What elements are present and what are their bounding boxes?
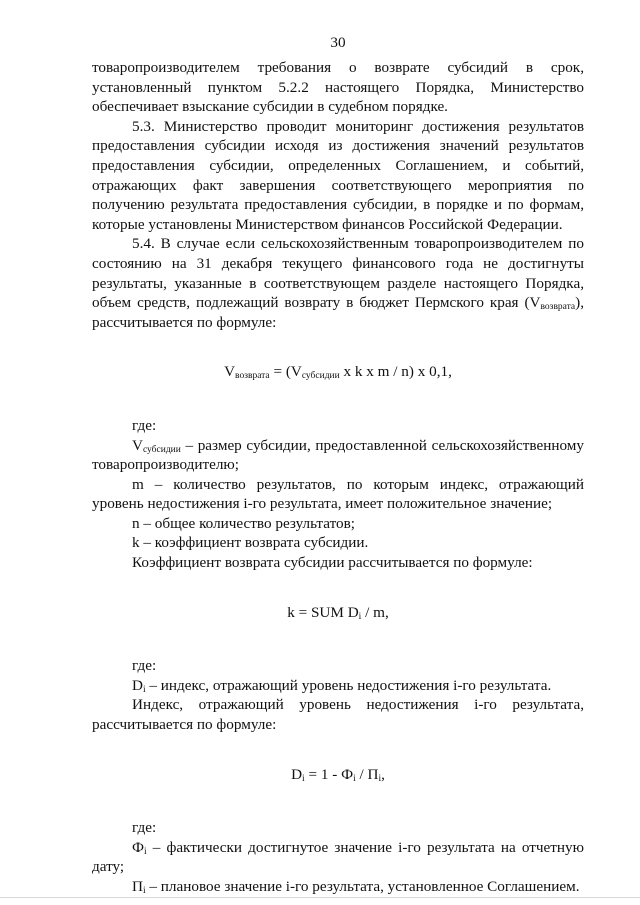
subscript: i [142,886,146,896]
formula-k [92,603,584,623]
where-label: где: [132,819,157,837]
subscript: i [378,773,382,784]
d-formula-intro: Индекс, отражающий уровень недостижения i-го результата, рассчитывается по формуле: [92,696,584,734]
formula-symbol: V [132,436,143,454]
formula-part: / m, [361,603,389,621]
where-label: где: [132,416,157,434]
definition-m: m – количество результатов, по которым индекс, отражающий уровень недостижения i-го результата, имеет положительное значение; [92,475,584,513]
formula-symbol: D [132,676,143,694]
definition-text: – размер субсидии, предоставленной сельскохозяйственному товаропроизводителю; [92,436,584,474]
paragraph-5-4-end: ), рассчитывается по формуле: [92,294,584,331]
subscript: i [142,684,146,695]
where-label: где: [132,657,157,675]
formula-part: k = SUM D [287,603,359,621]
formula-symbol: Ф [132,838,144,856]
definition-p [92,877,584,897]
formula-part: / П [355,765,379,783]
definition-v-subsidy [92,436,584,475]
formula-v-return [92,362,584,382]
subscript: возврата [235,371,270,382]
formula-symbol: D [291,765,303,783]
formula-symbol: П [132,878,143,895]
paragraph-5-4-text: 5.4. В случае если сельскохозяйственным товаропроизводителем по состоянию на 31 декабря текущего финансового года не достигнуты результаты, указанные в соответствующем разделе настоящего Порядка, объем средств, подлежащий возврату в бюджет Пермского края (V [92,235,584,312]
definition-f [92,838,584,877]
subscript: i [353,773,356,784]
document-body [92,58,584,897]
formula-part: x k x m / n) x 0,1, [339,363,452,381]
definition-k: k – коэффициент возврата субсидии. [132,534,369,552]
definition-n: n – общее количество результатов; [132,514,356,532]
subscript: i [302,773,305,784]
formula-symbol: V [224,363,236,381]
subscript: i [358,611,362,622]
formula-d [92,765,584,785]
definition-text: – плановое значение i-го результата, установленное Соглашением. [145,878,580,895]
formula-part: = 1 - Ф [304,765,354,783]
paragraph-continuation: товаропроизводителем требования о возврате субсидий в срок, установленный пунктом 5.2.2 настоящего Порядка, Министерство обеспечивает взыскание субсидии в судебном порядке. [92,59,584,116]
k-formula-intro: Коэффициент возврата субсидии рассчитывается по формуле: [132,554,533,572]
definition-text: – фактически достигнутое значение i-го результата на отчетную дату; [92,838,584,876]
paragraph-5-3: 5.3. Министерство проводит мониторинг достижения результатов предоставления субсидии исходя из достижения значений результатов предоставления субсидии, определенных Соглашением, и событий, отражающих факт завершения соответствующего мероприятия по получению результата предоставления субсидии, в порядке и по формам, которые установлены Министерством финансов Российской Федерации. [92,117,584,233]
subscript: субсидии [301,371,340,382]
definition-text: – индекс, отражающий уровень недостижения i-го результата. [145,676,552,694]
paragraph-5-4 [92,234,584,332]
subscript: i [144,846,147,857]
page-edge-line [0,897,640,898]
subscript: субсидии [142,444,181,455]
formula-part: = (V [269,363,302,381]
formula-part: , [381,765,385,783]
page-number: 30 [330,34,346,51]
definition-d [92,676,584,696]
subscript: возврата [540,302,576,313]
